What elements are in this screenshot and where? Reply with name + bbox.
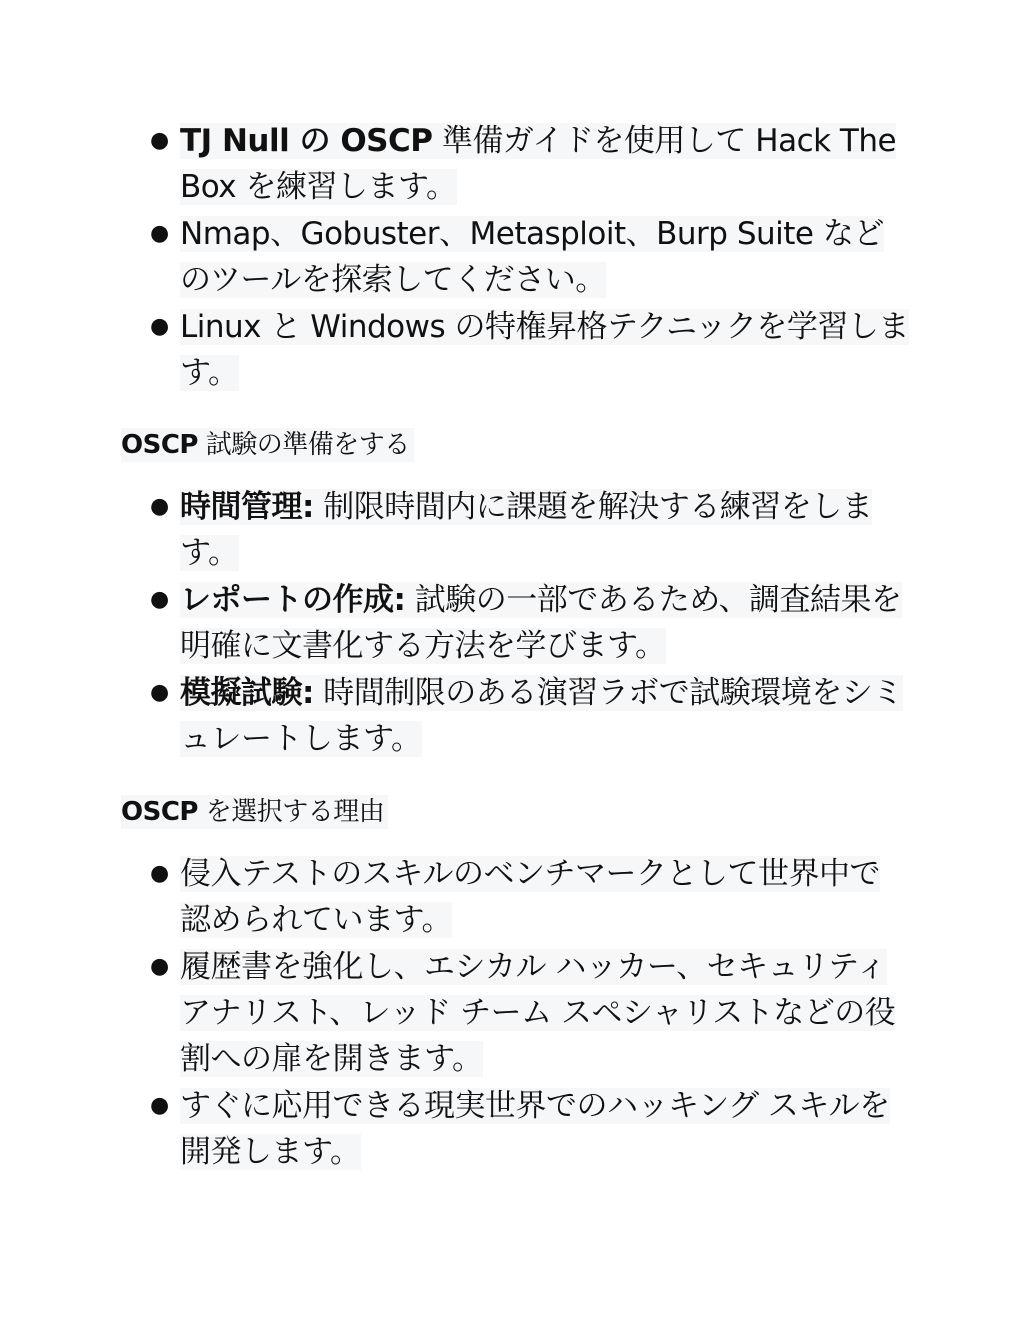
list-item-text: 試験の一部であるため、調査結果を明確に文書化する方法を学びます。 bbox=[180, 582, 902, 664]
list-item bbox=[150, 1083, 910, 1175]
bullet: ● bbox=[150, 221, 169, 246]
bullet: ● bbox=[150, 861, 169, 886]
bullet: ● bbox=[150, 128, 169, 153]
bullet: ● bbox=[150, 1093, 169, 1118]
list-item bbox=[150, 484, 910, 576]
section-heading bbox=[121, 795, 388, 829]
list-item-text: すぐに応用できる現実世界でのハッキング スキルを開発します。 bbox=[180, 1088, 890, 1170]
list-item bbox=[150, 670, 910, 762]
list-item-text: Nmap、Gobuster、Metasploit、Burp Suite などのツールを探索してください。 bbox=[180, 216, 884, 298]
section-heading-bold: OSCP bbox=[121, 797, 198, 827]
section-heading-bold: OSCP bbox=[121, 430, 198, 460]
section-heading bbox=[121, 428, 414, 462]
list-item bbox=[150, 851, 910, 943]
list-item-text: 準備ガイドを使用して Hack The Box を練習します。 bbox=[180, 123, 897, 205]
list-item bbox=[150, 944, 910, 1082]
bullet: ● bbox=[150, 314, 169, 339]
list-item-bold: 模擬試験: bbox=[180, 675, 314, 711]
list-item-bold: レポートの作成: bbox=[180, 582, 406, 618]
list-item-bold: 時間管理: bbox=[180, 489, 314, 525]
list-item-text: 制限時間内に課題を解決する練習をします。 bbox=[180, 489, 873, 571]
list-item-text: Linux と Windows の特権昇格テクニックを学習します。 bbox=[180, 309, 909, 391]
list-item-text: 履歴書を強化し、エシカル ハッカー、セキュリティ アナリスト、レッド チーム スペシャリストなどの役割への扉を開きます。 bbox=[180, 949, 896, 1077]
bullet: ● bbox=[150, 587, 169, 612]
list-item bbox=[150, 211, 910, 303]
bullet: ● bbox=[150, 494, 169, 519]
list-item-text: 時間制限のある演習ラボで試験環境をシミュレートします。 bbox=[180, 675, 903, 757]
list-item bbox=[150, 577, 910, 669]
list-item bbox=[150, 304, 910, 396]
bullet: ● bbox=[150, 680, 169, 705]
list-item-text: 侵入テストのスキルのベンチマークとして世界中で認められています。 bbox=[180, 856, 880, 938]
section-heading-text: 試験の準備をする bbox=[197, 430, 410, 460]
list-item bbox=[150, 118, 910, 210]
list-item-bold: TJ Null の OSCP bbox=[180, 123, 433, 159]
bullet: ● bbox=[150, 954, 169, 979]
section-heading-text: を選択する理由 bbox=[197, 797, 385, 827]
